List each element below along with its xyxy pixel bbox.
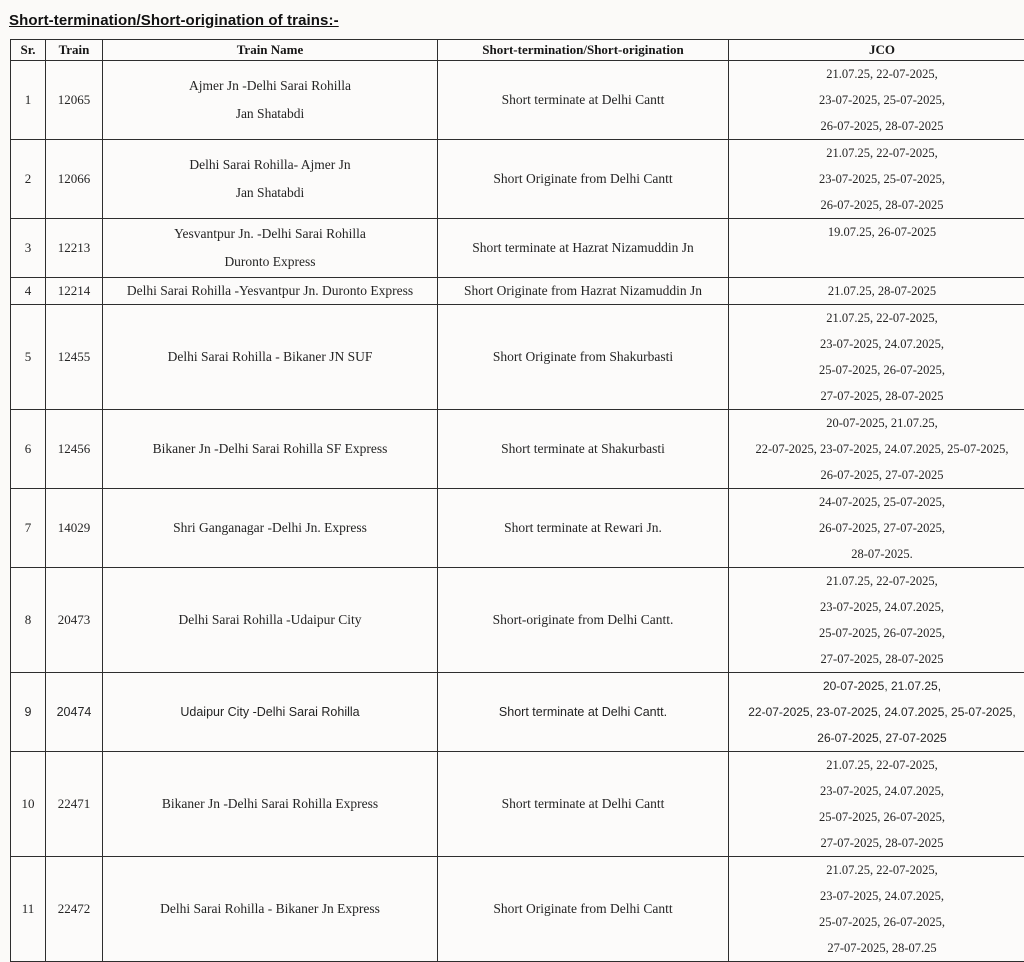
train-name-line: Bikaner Jn -Delhi Sarai Rohilla SF Express <box>104 439 436 459</box>
jco-date-line: 21.07.25, 22-07-2025, <box>731 140 1024 166</box>
jco-date-line: 19.07.25, 26-07-2025 <box>731 219 1024 245</box>
sr-cell: 7 <box>11 489 46 568</box>
table-header <box>11 40 1024 61</box>
jco-date-line: 23-07-2025, 24.07.2025, <box>731 778 1024 804</box>
jco-cell <box>729 278 1024 305</box>
jco-date-line: 27-07-2025, 28-07-2025 <box>731 646 1024 672</box>
table-row <box>11 305 1024 410</box>
train-name-cell <box>103 61 438 140</box>
jco-date-line: 26-07-2025, 27-07-2025, <box>731 515 1024 541</box>
table-row <box>11 219 1024 278</box>
jco-date-line: 27-07-2025, 28-07-2025 <box>731 830 1024 856</box>
sr-cell: 8 <box>11 568 46 673</box>
sr-cell: 1 <box>11 61 46 140</box>
table-row <box>11 752 1024 857</box>
jco-date-line: 23-07-2025, 25-07-2025, <box>731 87 1024 113</box>
train-name-line: Delhi Sarai Rohilla - Bikaner Jn Express <box>104 899 436 919</box>
train-name-cell <box>103 752 438 857</box>
jco-date-line: 22-07-2025, 23-07-2025, 24.07.2025, 25-07-2025, <box>731 699 1024 725</box>
train-name-line: Ajmer Jn -Delhi Sarai Rohilla <box>104 72 436 100</box>
table-row <box>11 673 1024 752</box>
train-name-line: Delhi Sarai Rohilla- Ajmer Jn <box>104 151 436 179</box>
jco-date-line: 27-07-2025, 28-07.25 <box>731 935 1024 961</box>
jco-date-line: 23-07-2025, 24.07.2025, <box>731 331 1024 357</box>
train-number-cell: 12066 <box>46 140 103 219</box>
sr-cell: 5 <box>11 305 46 410</box>
train-name-cell <box>103 857 438 962</box>
table-row <box>11 278 1024 305</box>
train-name-line: Bikaner Jn -Delhi Sarai Rohilla Express <box>104 794 436 814</box>
jco-cell <box>729 410 1024 489</box>
short-action-cell: Short terminate at Rewari Jn. <box>438 489 729 568</box>
train-name-line: Udaipur City -Delhi Sarai Rohilla <box>104 703 436 721</box>
train-name-cell <box>103 489 438 568</box>
train-name-line: Duronto Express <box>104 248 436 276</box>
jco-date-line: 26-07-2025, 28-07-2025 <box>731 113 1024 139</box>
jco-cell <box>729 489 1024 568</box>
train-name-cell <box>103 673 438 752</box>
header-short-termination: Short-termination/Short-origination <box>438 40 729 61</box>
sr-cell: 3 <box>11 219 46 278</box>
sr-cell: 2 <box>11 140 46 219</box>
trains-table <box>10 39 1024 962</box>
jco-cell <box>729 61 1024 140</box>
jco-date-line: 21.07.25, 22-07-2025, <box>731 752 1024 778</box>
jco-cell <box>729 857 1024 962</box>
train-name-line: Delhi Sarai Rohilla -Yesvantpur Jn. Duronto Express <box>104 281 436 301</box>
table-row <box>11 857 1024 962</box>
train-name-cell <box>103 410 438 489</box>
jco-date-line: 22-07-2025, 23-07-2025, 24.07.2025, 25-07-2025, <box>731 436 1024 462</box>
jco-date-line: 21.07.25, 22-07-2025, <box>731 857 1024 883</box>
train-name-line: Jan Shatabdi <box>104 100 436 128</box>
sr-cell: 11 <box>11 857 46 962</box>
train-number-cell: 12065 <box>46 61 103 140</box>
jco-cell <box>729 305 1024 410</box>
header-row <box>11 40 1024 61</box>
short-action-cell: Short terminate at Delhi Cantt. <box>438 673 729 752</box>
jco-date-line: 26-07-2025, 28-07-2025 <box>731 192 1024 218</box>
jco-date-line: 21.07.25, 22-07-2025, <box>731 568 1024 594</box>
table-row <box>11 410 1024 489</box>
short-action-cell: Short Originate from Delhi Cantt <box>438 857 729 962</box>
header-sr: Sr. <box>11 40 46 61</box>
train-name-cell <box>103 278 438 305</box>
header-jco: JCO <box>729 40 1024 61</box>
jco-date-line: 21.07.25, 28-07-2025 <box>731 278 1024 304</box>
jco-date-line: 21.07.25, 22-07-2025, <box>731 61 1024 87</box>
jco-date-line: 27-07-2025, 28-07-2025 <box>731 383 1024 409</box>
short-action-cell: Short terminate at Delhi Cantt <box>438 61 729 140</box>
short-action-cell: Short Originate from Hazrat Nizamuddin Jn <box>438 278 729 305</box>
table-body <box>11 61 1024 962</box>
jco-date-line: 26-07-2025, 27-07-2025 <box>731 462 1024 488</box>
table-row <box>11 489 1024 568</box>
jco-date-line: 25-07-2025, 26-07-2025, <box>731 804 1024 830</box>
train-number-cell: 12455 <box>46 305 103 410</box>
jco-cell <box>729 568 1024 673</box>
table-row <box>11 61 1024 140</box>
page-title: Short-termination/Short-origination of trains:- <box>0 0 1024 39</box>
train-name-line: Delhi Sarai Rohilla - Bikaner JN SUF <box>104 347 436 367</box>
jco-date-line: 26-07-2025, 27-07-2025 <box>731 725 1024 751</box>
train-name-line: Jan Shatabdi <box>104 179 436 207</box>
train-number-cell: 12214 <box>46 278 103 305</box>
header-train: Train <box>46 40 103 61</box>
sr-cell: 10 <box>11 752 46 857</box>
jco-cell <box>729 752 1024 857</box>
jco-date-line: 28-07-2025. <box>731 541 1024 567</box>
train-number-cell: 12213 <box>46 219 103 278</box>
train-name-line: Yesvantpur Jn. -Delhi Sarai Rohilla <box>104 220 436 248</box>
table-row <box>11 568 1024 673</box>
jco-date-line: 24-07-2025, 25-07-2025, <box>731 489 1024 515</box>
train-name-cell <box>103 219 438 278</box>
sr-cell: 4 <box>11 278 46 305</box>
jco-cell <box>729 673 1024 752</box>
short-action-cell: Short terminate at Shakurbasti <box>438 410 729 489</box>
sr-cell: 9 <box>11 673 46 752</box>
train-number-cell: 20474 <box>46 673 103 752</box>
short-action-cell: Short Originate from Shakurbasti <box>438 305 729 410</box>
sr-cell: 6 <box>11 410 46 489</box>
jco-date-line: 23-07-2025, 25-07-2025, <box>731 166 1024 192</box>
train-name-cell <box>103 568 438 673</box>
jco-date-line: 23-07-2025, 24.07.2025, <box>731 883 1024 909</box>
train-number-cell: 22472 <box>46 857 103 962</box>
header-train-name: Train Name <box>103 40 438 61</box>
jco-date-line: 23-07-2025, 24.07.2025, <box>731 594 1024 620</box>
short-action-cell: Short-originate from Delhi Cantt. <box>438 568 729 673</box>
train-name-line: Shri Ganganagar -Delhi Jn. Express <box>104 518 436 538</box>
train-name-line: Delhi Sarai Rohilla -Udaipur City <box>104 610 436 630</box>
train-number-cell: 12456 <box>46 410 103 489</box>
jco-date-line: 25-07-2025, 26-07-2025, <box>731 357 1024 383</box>
short-action-cell: Short terminate at Hazrat Nizamuddin Jn <box>438 219 729 278</box>
jco-date-line: 25-07-2025, 26-07-2025, <box>731 620 1024 646</box>
short-action-cell: Short Originate from Delhi Cantt <box>438 140 729 219</box>
train-number-cell: 14029 <box>46 489 103 568</box>
train-name-cell <box>103 140 438 219</box>
table-row <box>11 140 1024 219</box>
jco-date-line: 21.07.25, 22-07-2025, <box>731 305 1024 331</box>
jco-date-line: 25-07-2025, 26-07-2025, <box>731 909 1024 935</box>
train-number-cell: 20473 <box>46 568 103 673</box>
train-name-cell <box>103 305 438 410</box>
train-number-cell: 22471 <box>46 752 103 857</box>
short-action-cell: Short terminate at Delhi Cantt <box>438 752 729 857</box>
jco-date-line: 20-07-2025, 21.07.25, <box>731 673 1024 699</box>
jco-cell <box>729 140 1024 219</box>
jco-cell <box>729 219 1024 278</box>
jco-date-line: 20-07-2025, 21.07.25, <box>731 410 1024 436</box>
